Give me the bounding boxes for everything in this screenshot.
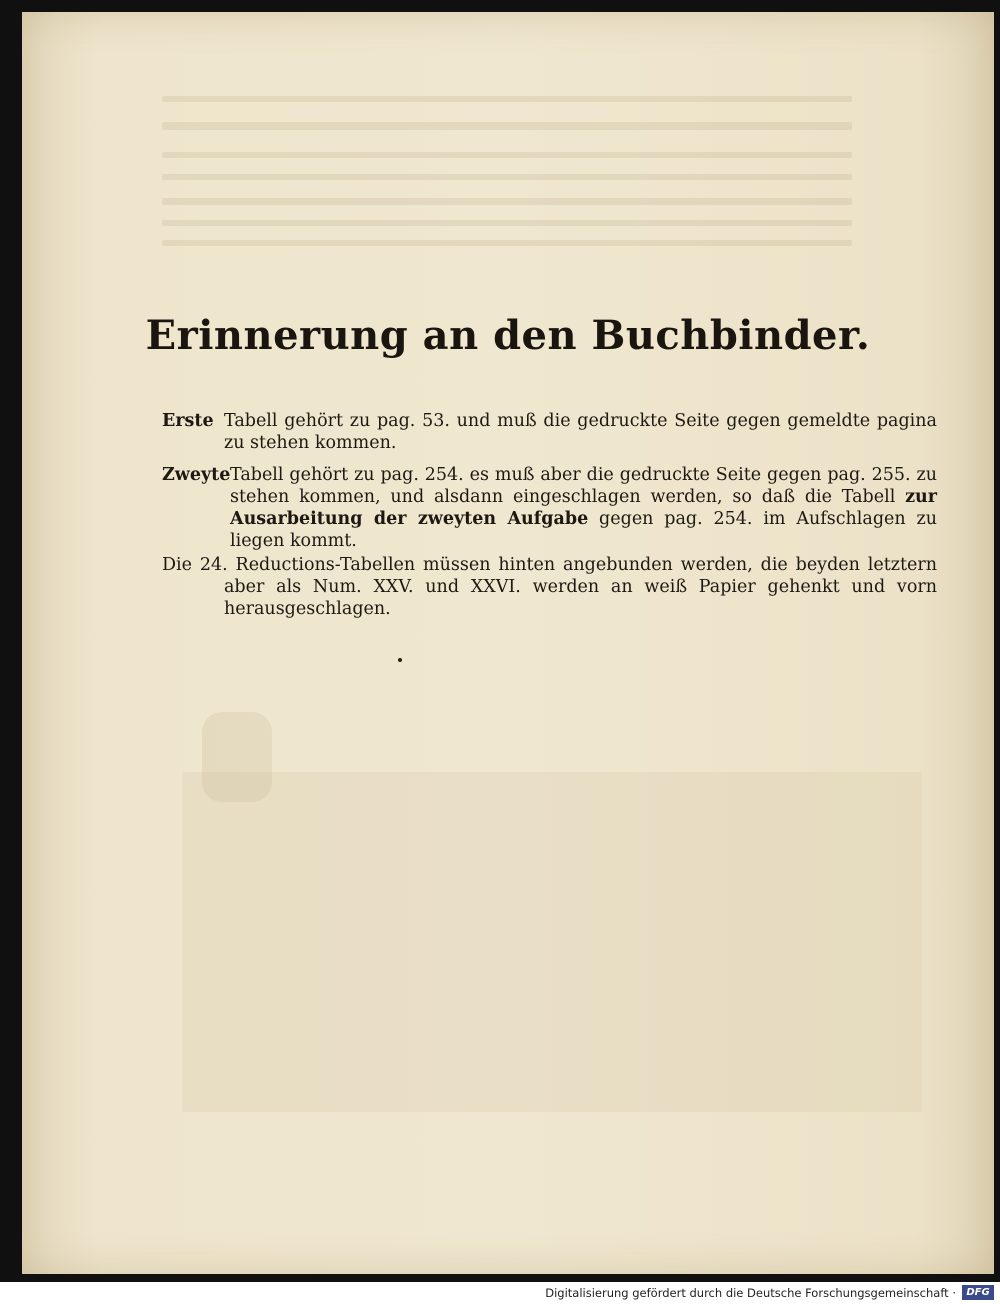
bleed-through-rule: [162, 174, 852, 180]
entry-text-part: Tabell gehört zu pag. 254. es muß aber die gedruckte Seite gegen pag. 255. zu stehen kommen, und alsdann eingeschlagen werden, so daß die Tabell: [230, 465, 937, 507]
bleed-through-rule: [162, 96, 852, 102]
footer-bar: [0, 1282, 1000, 1304]
entry-text: Die 24. Reductions-Tabellen müssen hinten angebunden werden, die beyden letztern aber als Num. XXV. und XXVI. werden an weiß Papier gehenkt und vorn herausgeschlagen.: [162, 555, 937, 619]
entry-text-emphasis: zur Ausarbeitung der zweyten Aufgabe: [230, 487, 937, 529]
bleed-through-rule: [162, 152, 852, 158]
entry-text: Tabell gehört zu pag. 53. und muß die gedruckte Seite gegen gemeldte pagina zu stehen kommen.: [224, 411, 937, 453]
page-heading: Erinnerung an den Buchbinder.: [145, 312, 871, 359]
dfg-logo-icon: DFG: [962, 1285, 994, 1300]
bleed-through-rule: [162, 122, 852, 130]
bleed-through-rule: [162, 220, 852, 226]
entry-label: Erste: [162, 411, 214, 431]
entry-zweyte: [162, 464, 937, 552]
entry-erste: [162, 410, 937, 454]
bleed-through-rule: [162, 240, 852, 246]
stray-mark: [398, 658, 402, 662]
entry-reductions: [162, 554, 937, 620]
entry-text-part: gegen pag. 254. im Aufschlagen zu liegen kommt.: [230, 509, 937, 551]
footer-credit: Digitalisierung gefördert durch die Deutsche Forschungsgemeinschaft ·: [545, 1286, 956, 1300]
bleed-through-initial: [202, 712, 272, 802]
bleed-through-block: [182, 772, 922, 1112]
entry-text: [230, 464, 937, 552]
entry-label: Zweyte: [162, 465, 231, 485]
bleed-through-rule: [162, 198, 852, 205]
book-page: [22, 12, 994, 1274]
